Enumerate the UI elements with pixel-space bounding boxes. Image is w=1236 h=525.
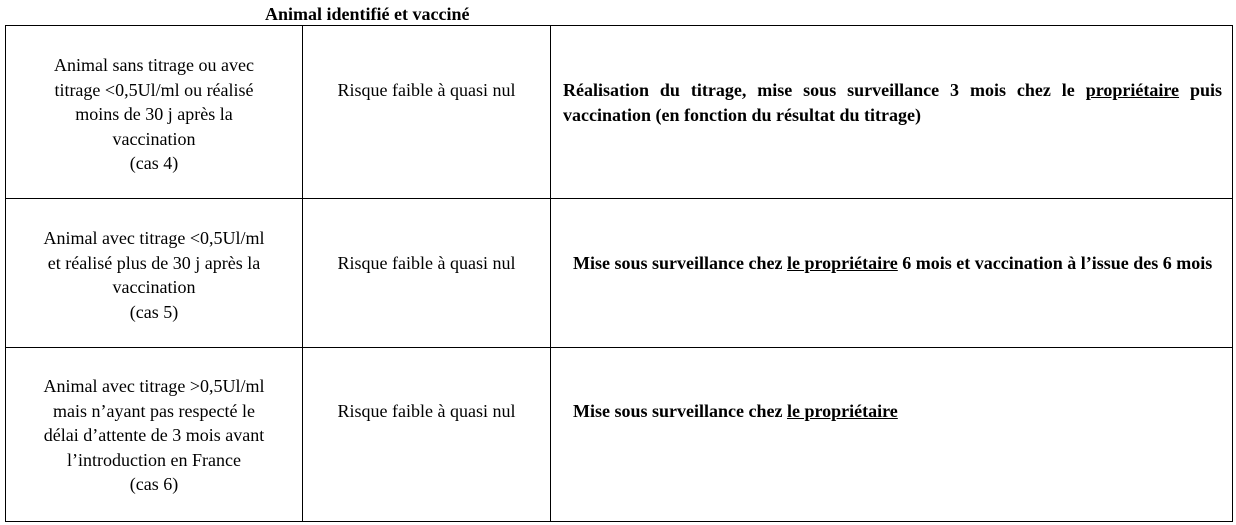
table-row — [6, 199, 1233, 348]
risk-cell: Risque faible à quasi nul — [303, 26, 551, 199]
condition-line: délai d’attente de 3 mois avant — [43, 425, 265, 445]
risk-table — [5, 25, 1233, 522]
condition-line: l’introduction en France — [67, 449, 241, 470]
condition-cell — [6, 26, 303, 199]
case-label: (cas 5) — [129, 301, 179, 322]
measure-underlined-text: le propriétaire — [786, 253, 898, 273]
measure-cell — [551, 199, 1233, 348]
condition-line: moins de 30 j après la — [75, 104, 233, 124]
condition-line: vaccination — [112, 128, 196, 149]
measure-cell — [551, 348, 1233, 522]
condition-line: mais n’ayant pas respecté le — [53, 400, 255, 421]
measure-text: Mise sous surveillance chez — [573, 253, 787, 273]
measure-cell — [551, 26, 1233, 199]
condition-line: et réalisé plus de 30 j après la — [47, 252, 261, 273]
case-label: (cas 6) — [129, 474, 179, 494]
condition-line: vaccination — [112, 277, 196, 297]
measure-underlined-text: le propriétaire — [786, 401, 898, 421]
case-label: (cas 4) — [129, 153, 179, 173]
condition-cell — [6, 199, 303, 348]
condition-cell — [6, 348, 303, 522]
risk-cell: Risque faible à quasi nul — [303, 348, 551, 522]
table-row — [6, 348, 1233, 522]
measure-text: Mise sous surveillance chez — [573, 401, 787, 421]
table-caption: Animal identifié et vacciné — [265, 4, 470, 24]
measure-text: Réalisation du titrage, mise sous surveillance 3 mois chez le — [563, 80, 1086, 100]
measure-text: 6 mois et vaccination à l’issue des 6 mois — [897, 253, 1213, 273]
condition-line: Animal avec titrage >0,5Ul/ml — [43, 376, 265, 396]
measure-underlined-text: propriétaire — [1085, 80, 1180, 100]
risk-cell: Risque faible à quasi nul — [303, 199, 551, 348]
condition-line: titrage <0,5Ul/ml ou réalisé — [54, 79, 254, 100]
condition-line: Animal avec titrage <0,5Ul/ml — [43, 228, 265, 248]
table-row — [6, 26, 1233, 199]
condition-line: Animal sans titrage ou avec — [54, 55, 254, 75]
measure-text: puis vaccination (en fonction du résultat du titrage) — [563, 80, 1222, 125]
